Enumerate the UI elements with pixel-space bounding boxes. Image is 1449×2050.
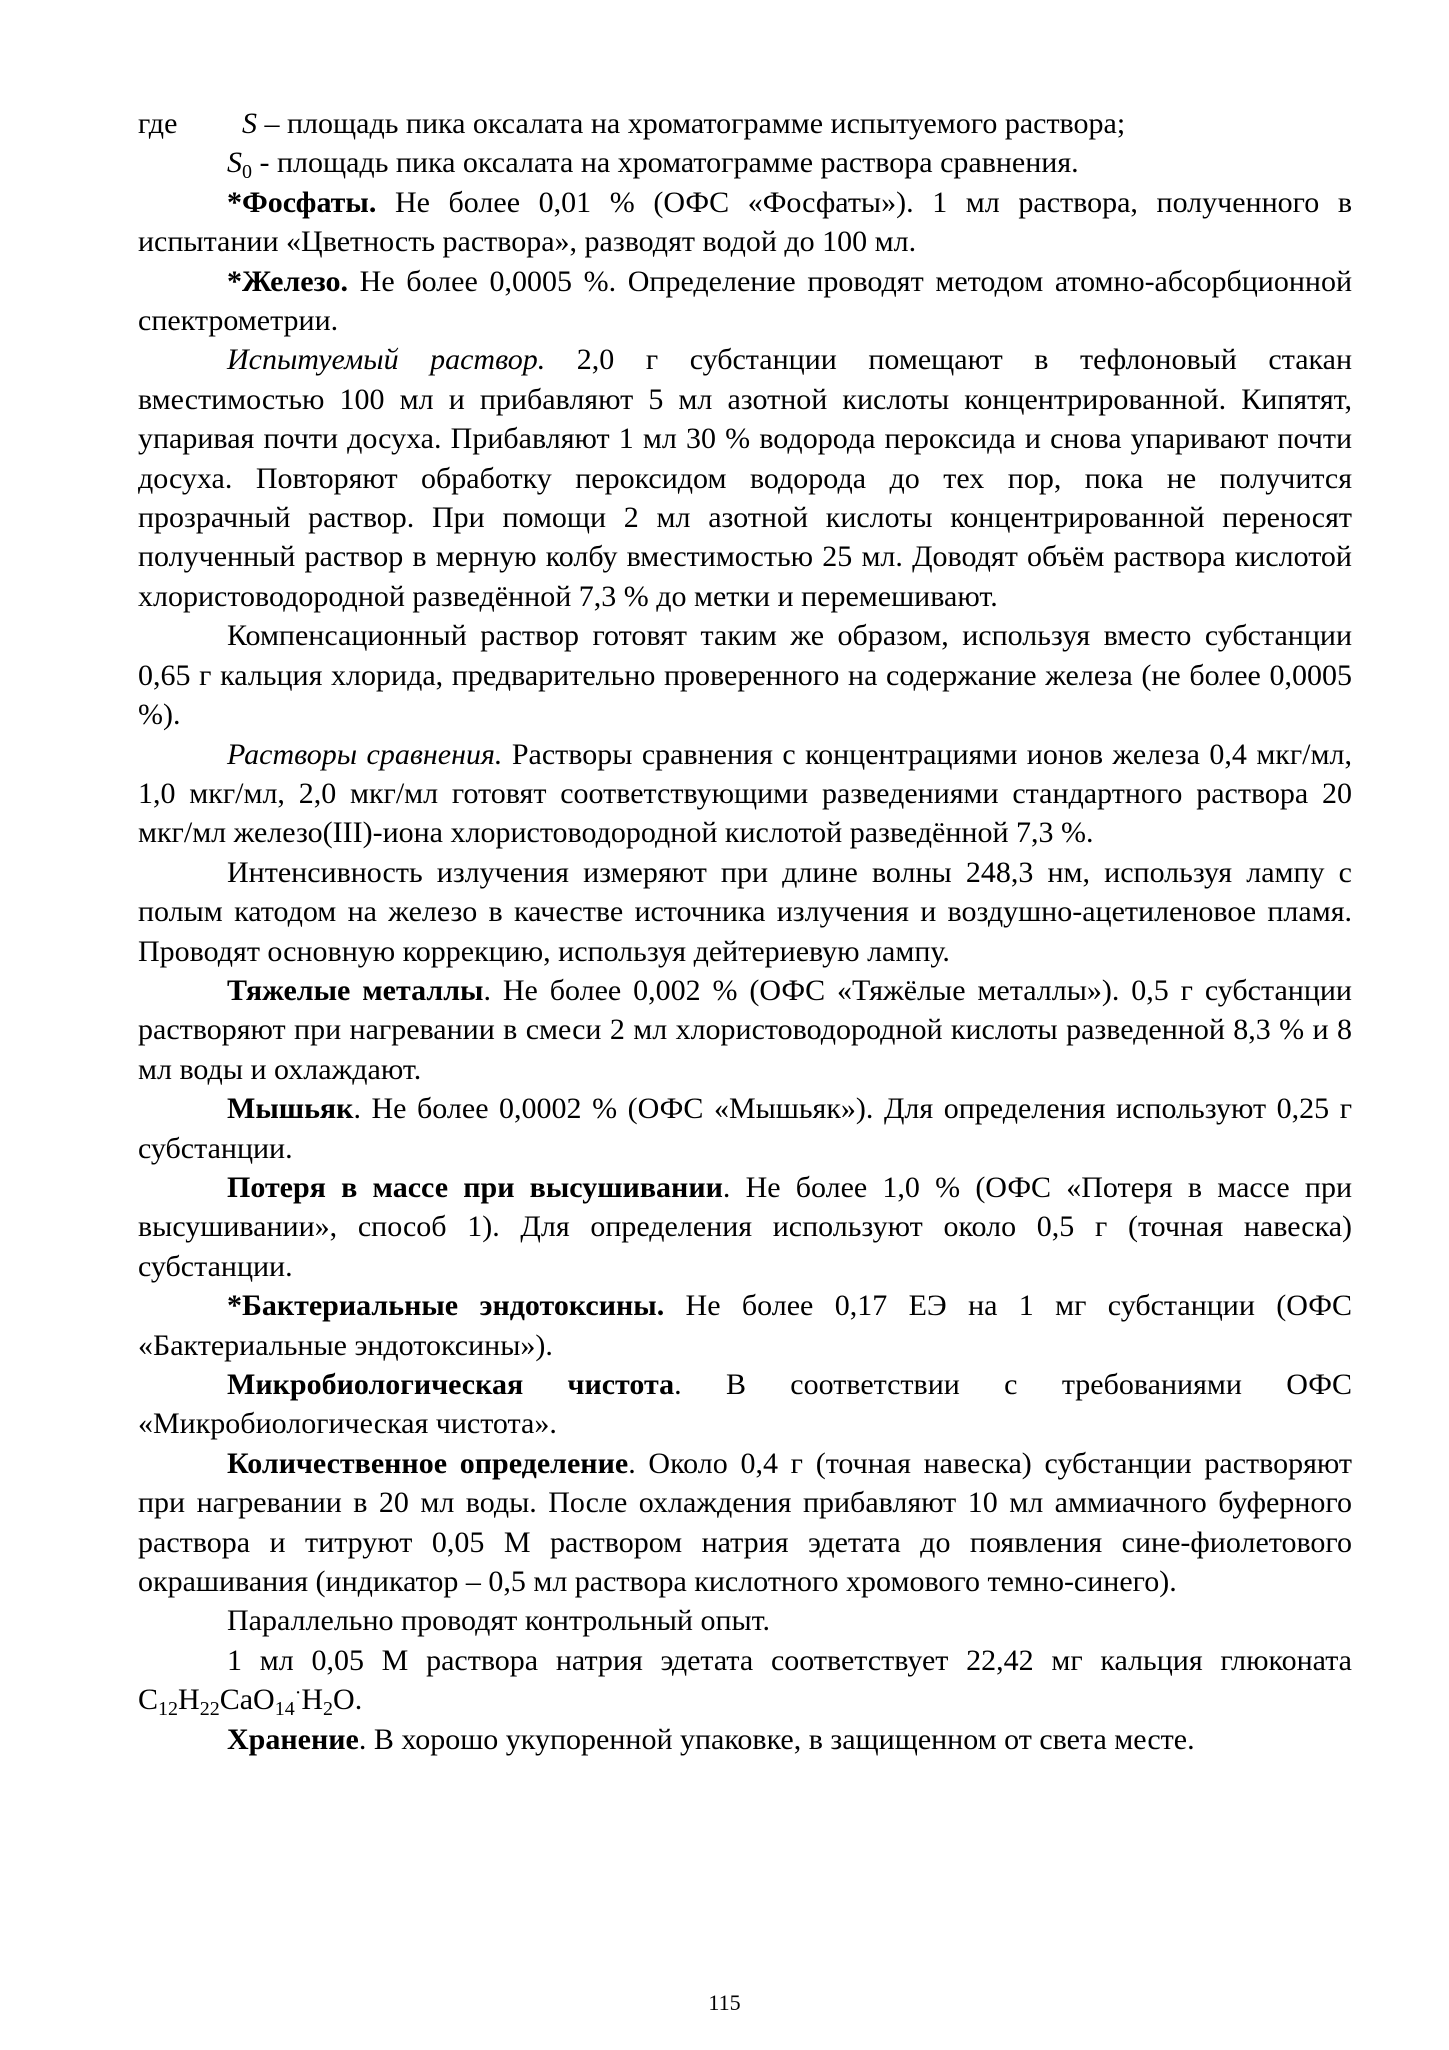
page-number: 115: [708, 1990, 741, 2015]
formula-c: C: [138, 1683, 159, 1717]
formula-cao: CaO: [219, 1683, 275, 1717]
section-text-arsenic: . Не более 0,0002 % (ОФС «Мышьяк»). Для определения используют 0,25 г субстанции.: [138, 1092, 1352, 1165]
section-title-assay: Количественное определение: [227, 1446, 629, 1480]
paragraph-compensation: Компенсационный раствор готовят таким же образом, используя вместо субстанции 0,65 г кальция хлорида, предварительно проверенного на содержание железа (не более 0,0005 %).: [138, 619, 1352, 732]
section-title-loss-on-drying: Потеря в массе при высушивании: [227, 1170, 723, 1204]
section-assay: [138, 1444, 1352, 1602]
section-title-heavy-metals: Тяжелые металлы: [227, 973, 484, 1007]
section-iron: [138, 262, 1352, 341]
symbol-s0: S: [227, 146, 242, 180]
section-title-phosphates: *Фосфаты.: [227, 185, 377, 219]
document-body: [138, 104, 1352, 1759]
formula-c-subscript: 12: [158, 1698, 179, 1721]
equivalence-text: 1 мл 0,05 М раствора натрия эдетата соответствует 22,42 мг кальция глюконата: [227, 1643, 1352, 1677]
section-endotoxins: [138, 1286, 1352, 1365]
section-text-assay: . Около 0,4 г (точная навеска) субстанции растворяют при нагревании в 20 мл воды. После охлаждения прибавляют 10 мл аммиачного буферного раствора и титруют 0,05 М раствором натрия эдетата до появления сине-фиолетового окрашивания (индикатор – 0,5 мл раствора кислотного хромового темно-синего).: [138, 1446, 1353, 1599]
paragraph-intensity: Интенсивность излучения измеряют при длине волны 248,3 нм, используя лампу с полым катодом на железо в качестве источника излучения и воздушно-ацетиленовое пламя. Проводят основную коррекцию, используя дейтериевую лампу.: [138, 855, 1352, 968]
paragraph-control-test: Параллельно проводят контрольный опыт.: [227, 1604, 771, 1638]
section-loss-on-drying: [138, 1168, 1352, 1286]
definition-s-description: – площадь пика оксалата на хроматограмме испытуемого раствора;: [257, 107, 1126, 140]
subtitle-reference-solutions: Растворы сравнения.: [227, 737, 503, 771]
section-title-endotoxins: *Бактериальные эндотоксины.: [227, 1289, 665, 1323]
symbol-s0-subscript: 0: [242, 161, 252, 184]
text-test-solution: 2,0 г субстанции помещают в тефлоновый стакан вместимостью 100 мл и прибавляют 5 мл азотной кислоты концентрированной. Кипятят, упаривая почти досуха. Прибавляют 1 мл 30 % водорода пероксида и снова упаривают почти досуха. Повторяют обработку пероксидом водорода до тех пор, пока не получится прозрачный раствор. При помощи 2 мл азотной кислоты концентрированной переносят полученный раствор в мерную колбу вместимостью 25 мл. Доводят объём раствора кислотой хлористоводородной разведённой 7,3 % до метки и перемешивают.: [138, 343, 1352, 613]
where-label: где: [138, 107, 178, 140]
section-title-iron: *Железо.: [227, 264, 348, 298]
symbol-s: S: [242, 107, 257, 140]
section-microbiological-purity: [138, 1365, 1352, 1444]
text-reference-solutions: Растворы сравнения с концентрациями ионов железа 0,4 мкг/мл, 1,0 мкг/мл, 2,0 мкг/мл готовят соответствующими разведениями стандартного раствора 20 мкг/мл железо(III)-иона хлористоводородной кислотой разведённой 7,3 %.: [138, 737, 1352, 850]
definition-s-text: [242, 104, 1352, 143]
section-storage: [138, 1720, 1352, 1759]
paragraph-equivalence: [138, 1641, 1352, 1720]
subtitle-test-solution: Испытуемый раствор.: [227, 343, 546, 377]
section-text-loss-on-drying: . Не более 1,0 % (ОФС «Потеря в массе при высушивании», способ 1). Для определения используют около 0,5 г (точная навеска) субстанции.: [138, 1170, 1352, 1283]
section-title-microbiological-purity: Микробиологическая чистота: [227, 1368, 675, 1401]
section-heavy-metals: [138, 971, 1352, 1089]
formula-tail: O.: [333, 1683, 363, 1717]
section-phosphates: [138, 183, 1352, 262]
formula-h: H: [178, 1683, 200, 1717]
paragraph-test-solution: [138, 340, 1352, 616]
section-arsenic: [138, 1089, 1352, 1168]
section-text-microbiological-purity: . В соответствии с требованиями ОФС «Микробиологическая чистота».: [138, 1368, 1352, 1441]
formula-dot: ·: [294, 1682, 302, 1705]
definition-s0-description: - площадь пика оксалата на хроматограмме раствора сравнения.: [252, 146, 1079, 180]
formula-h2: H: [301, 1683, 324, 1717]
section-text-heavy-metals: . Не более 0,002 % (ОФС «Тяжёлые металлы»). 0,5 г субстанции растворяют при нагревании в смеси 2 мл хлористоводородной кислоты разведенной 8,3 % и 8 мл воды и охлаждают.: [138, 973, 1352, 1086]
section-title-storage: Хранение: [227, 1722, 359, 1756]
section-text-endotoxins: Не более 0,17 ЕЭ на 1 мг субстанции (ОФС «Бактериальные эндотоксины»).: [138, 1289, 1352, 1362]
paragraph-reference-solutions: [138, 735, 1352, 853]
section-text-phosphates: Не более 0,01 % (ОФС «Фосфаты»). 1 мл раствора, полученного в испытании «Цветность раствора», разводят водой до 100 мл.: [138, 185, 1352, 259]
definition-s: [138, 104, 1352, 143]
definition-s0: [138, 143, 1352, 182]
section-title-arsenic: Мышьяк: [227, 1092, 354, 1126]
section-text-iron: Не более 0,0005 %. Определение проводят методом атомно-абсорбционной спектрометрии.: [138, 264, 1352, 338]
formula-h-subscript: 22: [199, 1698, 220, 1721]
formula-o-subscript: 14: [274, 1698, 295, 1721]
formula-h2-subscript: 2: [323, 1698, 334, 1721]
section-text-storage: . В хорошо укупоренной упаковке, в защищенном от света месте.: [358, 1722, 1195, 1756]
